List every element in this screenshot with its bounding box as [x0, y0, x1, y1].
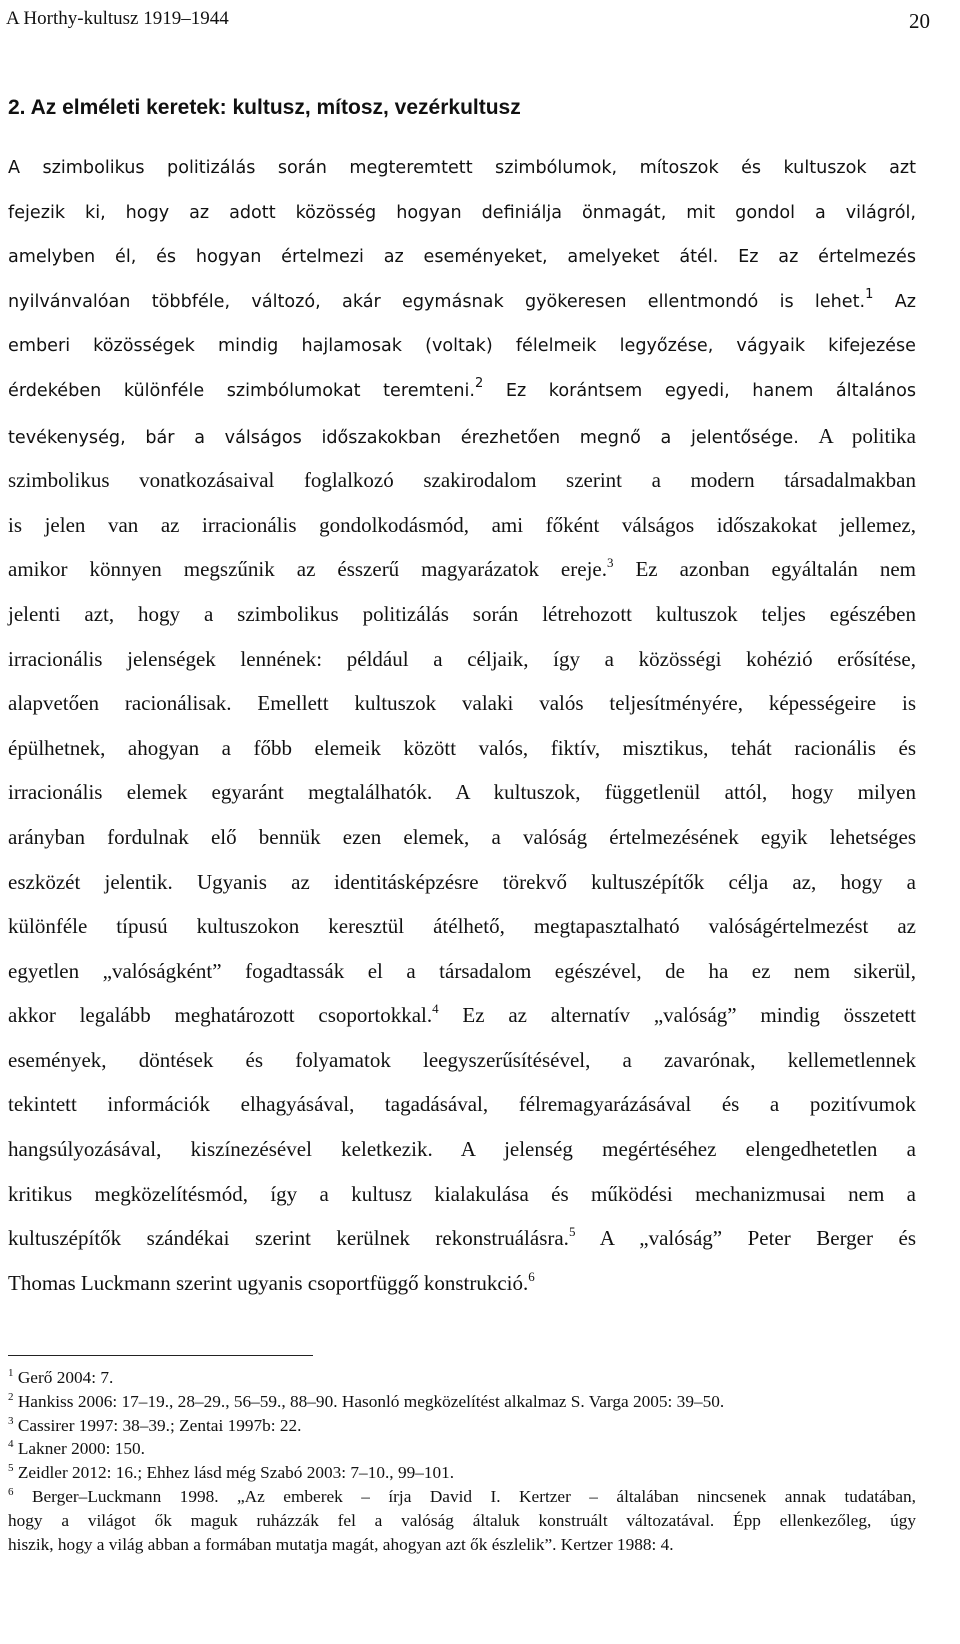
page-header [6, 4, 930, 34]
text-segment: tekintett információk elhagyásával, tagadásával, félremagyarázásával és a pozitívumok [8, 1092, 916, 1117]
text-segment: szimbolikus vonatkozásaival foglalkozó szakirodalom szerint a modern társadalmakban [8, 468, 916, 493]
text-segment: emberi közösségek mindig hajlamosak (voltak) félelmeik legyőzése, vágyaik kifejezése [8, 336, 916, 357]
text-segment: akkor legalább meghatározott csoportokkal. [8, 1003, 433, 1028]
footnote-line [8, 1437, 916, 1461]
footnote-line [8, 1485, 916, 1509]
text-segment: érdekében különféle szimbólumokat teremteni. [8, 380, 476, 401]
footnote-text: Hankiss 2006: 17–19., 28–29., 56–59., 88–90. Hasonló megközelítést alkalmaz S. Varga 2005: 39–50. [17, 1391, 725, 1411]
text-segment: irracionális elemek egyaránt megtalálhatók. A kultuszok, függetlenül attól, hogy milyen [8, 780, 916, 805]
text-line [8, 1038, 916, 1083]
text-segment: is jelen van az irracionális gondolkodásmód, ami főként válságos időszakokat jellemez, [8, 512, 916, 537]
text-line [8, 949, 916, 994]
text-segment: A politika [818, 423, 916, 448]
text-line [8, 993, 916, 1038]
text-line [8, 904, 916, 949]
text-line [8, 503, 916, 548]
text-segment: hangsúlyozásával, kiszínezésével keletkezik. A jelenség megértéséhez elengedhetetlen a [8, 1137, 916, 1162]
text-segment: eszközét jelentik. Ugyanis az identitásképzésre törekvő kultuszépítők célja az, hogy a [8, 869, 916, 894]
text-segment: A „valóság” Peter Berger és [575, 1226, 916, 1251]
footnote-text: hiszik, hogy a világ abban a formában mutatja magát, ahogyan azt ők észlelik”. Kertzer 1988: 4. [8, 1534, 674, 1554]
text-segment: épülhetnek, ahogyan a főbb elemeik között valós, fiktív, misztikus, tehát racionális és [8, 735, 916, 760]
text-segment: különféle típusú kultuszokon keresztül átélhető, megtapasztalható valóságértelmezést az [8, 914, 916, 939]
footnote-line [8, 1461, 916, 1485]
footnote-ref: 6 [528, 1268, 535, 1284]
text-line [8, 770, 916, 815]
text-segment: amelyben él, és hogyan értelmezi az eseményeket, amelyeket átél. Ez az értelmezés [8, 247, 916, 268]
footnote-text: Zeidler 2012: 16.; Ehhez lásd még Szabó 2003: 7–10., 99–101. [17, 1463, 455, 1483]
text-line [8, 1216, 916, 1261]
footnote-number: 2 [8, 1390, 14, 1403]
running-title: A Horthy-kultusz 1919–1944 [6, 8, 229, 29]
text-line [8, 280, 916, 325]
footnote-ref: 2 [475, 375, 484, 391]
footnote-text: Berger–Luckmann 1998. „Az emberek – írja David I. Kertzer – általában nincsenek annak tudatában, [31, 1486, 916, 1506]
text-segment: fejezik ki, hogy az adott közösség hogyan definiálja önmagát, mit gondol a világról, [8, 202, 916, 223]
text-segment: jelenti azt, hogy a szimbolikus politizálás során létrehozott kultuszok teljes egészében [8, 601, 916, 626]
text-line [8, 235, 916, 280]
text-segment: Ez az alternatív „valóság” mindig összetett [438, 1003, 916, 1028]
text-segment: Thomas Luckmann szerint ugyanis csoportfüggő konstrukció. [8, 1270, 529, 1295]
text-line [8, 1127, 916, 1172]
text-line [8, 547, 916, 592]
footnote-ref: 4 [432, 1001, 439, 1017]
footnote-number: 3 [8, 1414, 14, 1427]
footnote-text: hogy a világot ők maguk ruházzák fel a valóság általuk konstruált változatával. Épp ellenkezőleg, úgy [8, 1510, 916, 1530]
text-line [8, 1261, 916, 1306]
footnote-line [8, 1533, 916, 1557]
text-line [8, 414, 916, 459]
footnote-text: Gerő 2004: 7. [17, 1368, 114, 1387]
text-line [8, 726, 916, 771]
footnote-ref: 3 [606, 555, 614, 571]
footnotes [8, 1366, 916, 1556]
text-line [8, 681, 916, 726]
footnote-number: 5 [8, 1462, 14, 1475]
text-segment: nyilvánvalóan többféle, változó, akár egymásnak gyökeresen ellentmondó is lehet. [8, 291, 866, 312]
text-segment: Ez azonban egyáltalán nem [613, 557, 916, 582]
text-segment: amikor könnyen megszűnik az ésszerű magyarázatok ereje. [8, 557, 607, 582]
section-title: 2. Az elméleti keretek: kultusz, mítosz, vezérkultusz [8, 96, 521, 119]
footnote-ref: 1 [865, 286, 874, 302]
text-line [8, 637, 916, 682]
footnote-text: Cassirer 1997: 38–39.; Zentai 1997b: 22. [17, 1415, 302, 1435]
text-segment: Ez korántsem egyedi, hanem általános [483, 380, 917, 401]
footnote-number: 6 [8, 1485, 14, 1498]
text-line [8, 1172, 916, 1217]
text-segment: arányban fordulnak elő bennük ezen elemek, a valóság értelmezésének egyik lehetséges [8, 824, 916, 849]
text-segment: A szimbolikus politizálás során megteremtett szimbólumok, mítoszok és kultuszok azt [8, 158, 916, 178]
footnote-number: 1 [8, 1367, 14, 1379]
footnote-line [8, 1509, 916, 1533]
body-paragraph [8, 146, 916, 1305]
text-line [8, 1082, 916, 1127]
text-segment: irracionális jelenségek lennének: például a céljaik, így a közösségi kohézió erősítése, [8, 646, 916, 671]
text-segment: tevékenység, bár a válságos időszakokban érezhetően megnő a jelentősége. [8, 427, 819, 448]
footnote-line [8, 1366, 916, 1390]
text-segment: események, döntések és folyamatok leegyszerűsítésével, a zavarónak, kellemetlennek [8, 1047, 916, 1072]
footnote-number: 4 [8, 1438, 14, 1451]
footnote-text: Lakner 2000: 150. [17, 1439, 146, 1459]
text-line [8, 860, 916, 905]
text-line [8, 191, 916, 236]
page-number: 20 [909, 9, 930, 33]
text-line [8, 815, 916, 860]
text-line [8, 458, 916, 503]
footnote-ref: 5 [568, 1224, 576, 1240]
text-line [8, 324, 916, 369]
footnote-separator [8, 1355, 313, 1356]
text-segment: kultuszépítők szándékai szerint kerülnek rekonstruálásra. [8, 1226, 569, 1251]
text-line [8, 146, 916, 191]
text-line [8, 592, 916, 637]
text-segment: egyetlen „valóságként” fogadtassák el a társadalom egészével, de ha ez nem sikerül, [8, 958, 916, 983]
text-line [8, 369, 916, 414]
text-segment: alapvetően racionálisak. Emellett kultuszok valaki valós teljesítményére, képességeire is [8, 691, 916, 716]
text-segment: Az [873, 291, 916, 312]
text-segment: kritikus megközelítésmód, így a kultusz kialakulása és működési mechanizmusai nem a [8, 1181, 916, 1206]
footnote-line [8, 1390, 916, 1414]
footnote-line [8, 1414, 916, 1438]
